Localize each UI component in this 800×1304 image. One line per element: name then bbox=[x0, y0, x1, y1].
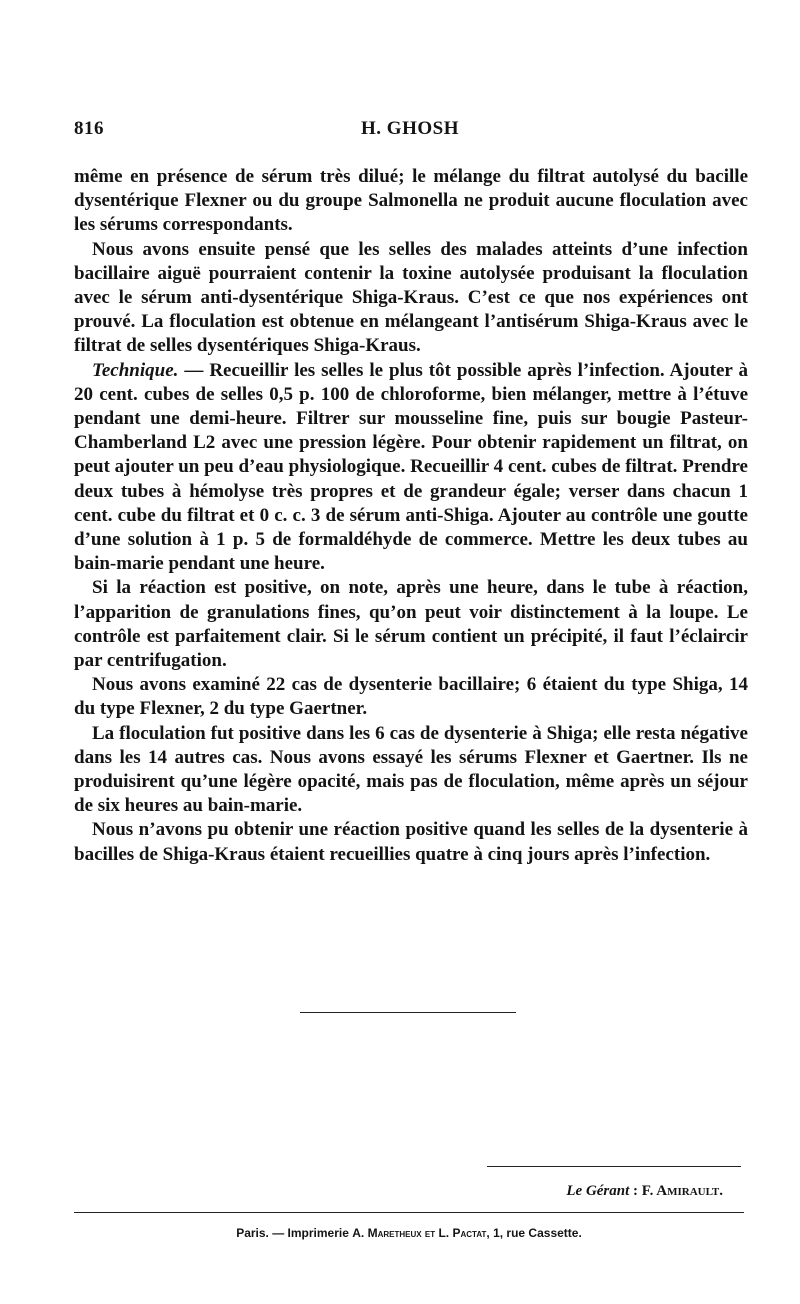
paragraph-7: Nous n’avons pu obtenir une réaction positive quand les selles de la dysenterie à bacilles de Shiga-Kraus étaient recueillies quatre à cinq jours après l’infection. bbox=[74, 819, 748, 865]
paragraph-technique bbox=[74, 359, 748, 577]
running-title: H. GHOSH bbox=[361, 118, 459, 139]
paragraph-1: même en présence de sérum très dilué; le mélange du filtrat autolysé du bacille dysentérique Flexner ou du groupe Salmonella ne produit aucune floculation avec les sérums correspondants. bbox=[74, 166, 748, 236]
gerant-rule bbox=[487, 1166, 741, 1167]
page-header bbox=[74, 118, 746, 148]
printer-imprint bbox=[74, 1226, 744, 1240]
section-separator bbox=[300, 1012, 516, 1013]
printer-address: , 1, rue Cassette. bbox=[486, 1226, 582, 1240]
paragraph-2: Nous avons ensuite pensé que les selles des malades atteints d’une infection bacillaire aiguë pourraient contenir la toxine autolysée produisant la floculation avec le sérum anti-dysentérique Shiga-Kraus. C’est ce que nos expériences ont prouvé. La floculation est obtenue en mélangeant l’antisérum Shiga-Kraus avec le filtrat de selles dysentériques Shiga-Kraus. bbox=[74, 238, 748, 357]
paragraph-4: Si la réaction est positive, on note, après une heure, dans le tube à réaction, l’apparition de granulations fines, qu’on peut voir distinctement à la loupe. Le contrôle est parfaitement clair. Si le sérum contient un précipité, il faut l’éclaircir par centrifugation. bbox=[74, 577, 748, 672]
printer-prefix: Paris. — Imprimerie bbox=[236, 1226, 353, 1240]
gerant-name: F. Amirault. bbox=[641, 1183, 723, 1199]
technique-text: — Recueillir les selles le plus tôt possible après l’infection. Ajouter à 20 cent. cubes de selles 0,5 p. 100 de chloroforme, bien mélanger, mettre à l’étuve pendant une demi-heure. Filtrer sur mousseline fine, puis sur bougie Pasteur-Chamberland L2 avec une pression légère. Pour obtenir rapidement un filtrat, on peut ajouter un peu d’eau physiologique. Recueillir 4 cent. cubes de filtrat. Prendre deux tubes à hémolyse très propres et de grandeur égale; verser dans chacun 1 cent. cube du filtrat et 0 c. c. 3 de sérum anti-Shiga. Ajouter au contrôle une goutte d’une solution à 1 p. 5 de formaldéhyde de commerce. Mettre les deux tubes au bain-marie pendant une heure. bbox=[74, 359, 748, 575]
gerant-separator: : bbox=[629, 1183, 642, 1199]
page-number: 816 bbox=[74, 118, 104, 139]
gerant-line bbox=[487, 1183, 723, 1200]
printer-names: A. Maretheux et L. Pactat bbox=[352, 1226, 487, 1240]
article-body bbox=[74, 165, 748, 867]
gerant-role: Le Gérant bbox=[566, 1183, 630, 1199]
imprint-rule bbox=[74, 1212, 744, 1213]
technique-heading: Technique. bbox=[92, 359, 179, 381]
paragraph-6: La floculation fut positive dans les 6 cas de dysenterie à Shiga; elle resta négative dans les 14 autres cas. Nous avons essayé les sérums Flexner et Gaertner. Ils ne produisirent qu’une légère opacité, mais pas de floculation, même après un séjour de six heures au bain-marie. bbox=[74, 722, 748, 817]
paragraph-5: Nous avons examiné 22 cas de dysenterie bacillaire; 6 étaient du type Shiga, 14 du type Flexner, 2 du type Gaertner. bbox=[74, 674, 748, 720]
